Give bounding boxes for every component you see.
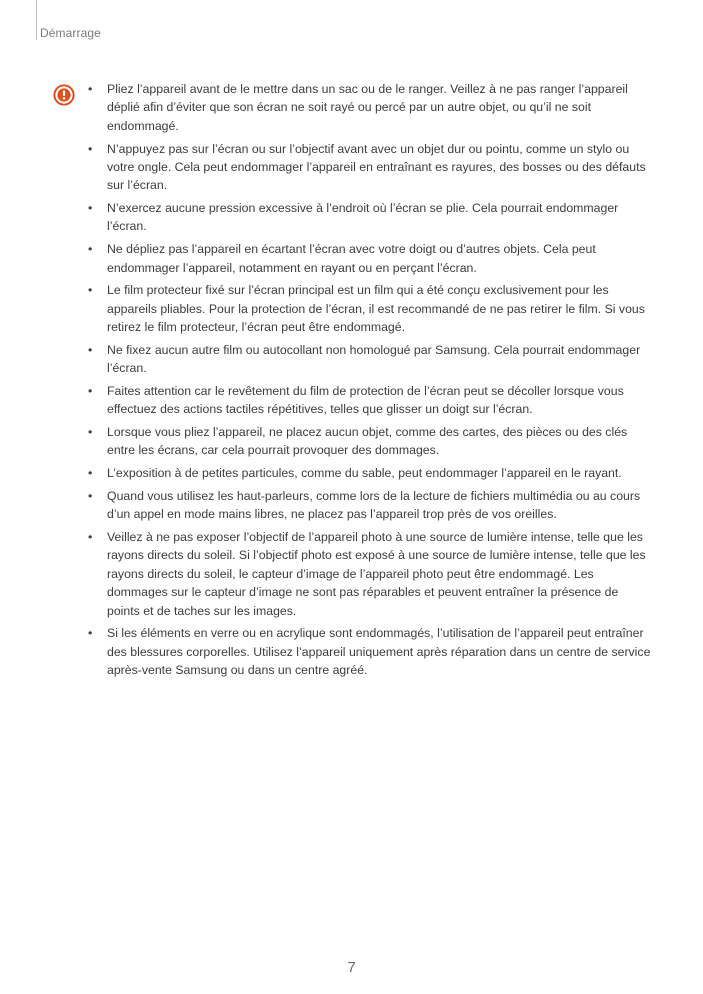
caution-icon — [53, 84, 75, 106]
caution-item: • Quand vous utilisez les haut-parleurs, comme lors de la lecture de fichiers multimédia ou au cours d’un appel en mode mains libres, ne placez pas l’appareil trop près de vos oreilles. — [86, 487, 652, 524]
caution-item: • N’appuyez pas sur l’écran ou sur l’objectif avant avec un objet dur ou pointu, comme un stylo ou votre ongle. Cela peut endommager l’appareil en entraînant es rayures, des bosses ou des défauts sur l’écran. — [86, 140, 652, 195]
section-title: Démarrage — [40, 26, 101, 40]
caution-item: • Lorsque vous pliez l’appareil, ne placez aucun objet, comme des cartes, des pièces ou des clés entre les écrans, car cela pourrait provoquer des dommages. — [86, 423, 652, 460]
caution-item: • Pliez l’appareil avant de le mettre dans un sac ou de le ranger. Veillez à ne pas ranger l’appareil déplié afin d’éviter que son écran ne soit rayé ou percé par un autre objet, ou qu’il ne soit endommagé. — [86, 80, 652, 135]
caution-list — [86, 80, 652, 684]
caution-item: • Le film protecteur fixé sur l’écran principal est un film qui a été conçu exclusivement pour les appareils pliables. Pour la protection de l’écran, il est recommandé de ne pas retirer le film. Si vous retirez le film protecteur, l’écran peut être endommagé. — [86, 281, 652, 336]
page-number: 7 — [347, 959, 356, 976]
header-divider — [36, 0, 37, 40]
caution-item: • Ne fixez aucun autre film ou autocollant non homologué par Samsung. Cela pourrait endommager l’écran. — [86, 341, 652, 378]
caution-item: • L’exposition à de petites particules, comme du sable, peut endommager l’appareil en le rayant. — [86, 464, 652, 482]
caution-item: • Ne dépliez pas l’appareil en écartant l’écran avec votre doigt ou d’autres objets. Cela peut endommager l’appareil, notamment en rayant ou en perçant l’écran. — [86, 240, 652, 277]
caution-item: • N’exercez aucune pression excessive à l’endroit où l’écran se plie. Cela pourrait endommager l’écran. — [86, 199, 652, 236]
caution-item: • Veillez à ne pas exposer l’objectif de l’appareil photo à une source de lumière intense, telle que les rayons directs du soleil. Si l’objectif photo est exposé à une source de lumière intense, telle que les rayons directs du soleil, le capteur d’image de l’appareil photo peut être endommagé. Les dommages sur le capteur d’image ne sont pas réparables et peuvent entraîner la présence de points et de taches sur les images. — [86, 528, 652, 620]
caution-item: • Faites attention car le revêtement du film de protection de l’écran peut se décoller lorsque vous effectuez des actions tactiles répétitives, telles que glisser un doigt sur l’écran. — [86, 382, 652, 419]
caution-item: • Si les éléments en verre ou en acrylique sont endommagés, l’utilisation de l’appareil peut entraîner des blessures corporelles. Utilisez l’appareil uniquement après réparation dans un centre de service après-vente Samsung ou dans un centre agréé. — [86, 624, 652, 679]
